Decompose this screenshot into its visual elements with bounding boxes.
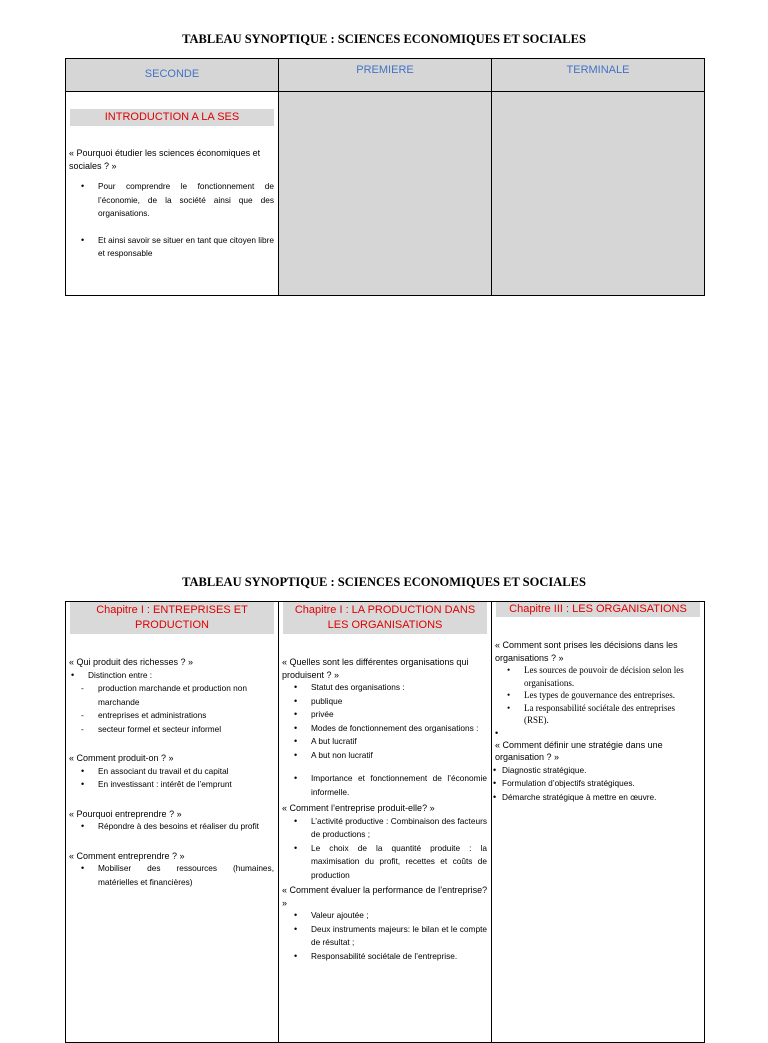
header-premiere: PREMIERE [279,59,492,92]
list-item: • Formulation d’objectifs stratégiques. [502,777,700,791]
list-item: • Diagnostic stratégique. [502,764,700,778]
list-item: • Et ainsi savoir se situer en tant que citoyen libre et responsable [98,234,274,261]
list-item: • A but non lucratif [311,749,487,763]
question-text: « Qui produit des richesses ? » [69,657,194,667]
question-text: « Comment produit-on ? » [69,753,174,763]
list-item: • Les types de gouvernance des entreprises. [524,689,700,702]
synoptic-table-1 [65,58,705,296]
cell-seconde [66,92,279,296]
question-text: « Comment évaluer la performance de l’entreprise? » [282,885,488,908]
list-item: • A but lucratif [311,735,487,749]
question-text: « Quelles sont les différentes organisations qui produisent ? » [282,657,469,680]
list-item: • En investissant : intérêt de l’emprunt [98,778,274,792]
list-item: • Répondre à des besoins et réaliser du profit [98,820,274,834]
bullet-list [279,909,491,963]
header-terminale: TERMINALE [492,59,705,92]
list-item: • La responsabilité sociétale des entreprises (RSE). [524,702,700,727]
list-item: • Modes de fonctionnement des organisations : [311,722,487,736]
question-text: « Pourquoi étudier les sciences économiques et sociales ? » [69,148,261,171]
list-item: • Démarche stratégique à mettre en œuvre. [502,791,700,805]
list-item: • Importance et fonctionnement de l’économie informelle. [311,772,487,799]
empty-bullet: • [495,727,499,738]
question-text: « Comment sont prises les décisions dans les organisations ? » [495,640,678,663]
list-item: • Statut des organisations : [311,681,487,695]
list-item: • Deux instruments majeurs: le bilan et le compte de résultat ; [311,923,487,950]
list-item: • Le choix de la quantité produite : la maximisation du profit, recettes et coûts de production [311,842,487,883]
cell-chapter-1 [66,602,279,1043]
list-item: • En associant du travail et du capital [98,765,274,779]
bullet-list [279,815,491,883]
cell-chapter-3 [492,602,705,1043]
bullet-list [66,765,278,792]
list-item: • L’activité productive : Combinaison des facteurs de productions ; [311,815,487,842]
bullet-list [492,664,704,727]
page-title-1: TABLEAU SYNOPTIQUE : SCIENCES ECONOMIQUES ET SOCIALES [182,32,586,46]
question-text: « Comment l’entreprise produit-elle? » [282,803,435,813]
list-item: • Responsabilité sociétale de l’entreprise. [311,950,487,964]
list-item: - production marchande et production non marchande [98,682,274,709]
list-item: - entreprises et administrations [98,709,274,723]
list-item: - secteur formel et secteur informel [98,723,274,737]
bullet-list [66,180,278,261]
cell-premiere [279,92,492,296]
list-item: • Distinction entre : [88,669,274,683]
bullet-list [66,669,278,683]
list-item: • Pour comprendre le fonctionnement de l’économie, de la société ainsi que des organisations. [98,180,274,221]
bullet-list [66,820,278,834]
chapter-heading: Chapitre I : ENTREPRISES ET PRODUCTION [70,602,274,634]
list-item: • privée [311,708,487,722]
cell-terminale [492,92,705,296]
header-seconde: SECONDE [66,59,279,92]
list-item: • Valeur ajoutée ; [311,909,487,923]
list-item: • publique [311,695,487,709]
cell-chapter-2 [279,602,492,1043]
list-item: • Les sources de pouvoir de décision selon les organisations. [524,664,700,689]
synoptic-table-2 [65,601,705,1043]
chapter-heading: Chapitre I : LA PRODUCTION DANS LES ORGANISATIONS [283,602,487,634]
bullet-list [492,764,704,805]
banner-intro: INTRODUCTION A LA SES [70,109,274,126]
dash-list [66,682,278,736]
question-text: « Pourquoi entreprendre ? » [69,808,182,819]
chapter-heading: Chapitre III : LES ORGANISATIONS [496,602,700,617]
page-title-2: TABLEAU SYNOPTIQUE : SCIENCES ECONOMIQUES ET SOCIALES [182,575,586,589]
list-item: • Mobiliser des ressources (humaines, matérielles et financières) [98,862,274,889]
bullet-list [66,862,278,889]
bullet-list [279,772,491,799]
question-text: « Comment définir une stratégie dans une organisation ? » [495,739,663,762]
bullet-list [279,681,491,762]
question-text: « Comment entreprendre ? » [69,850,185,861]
